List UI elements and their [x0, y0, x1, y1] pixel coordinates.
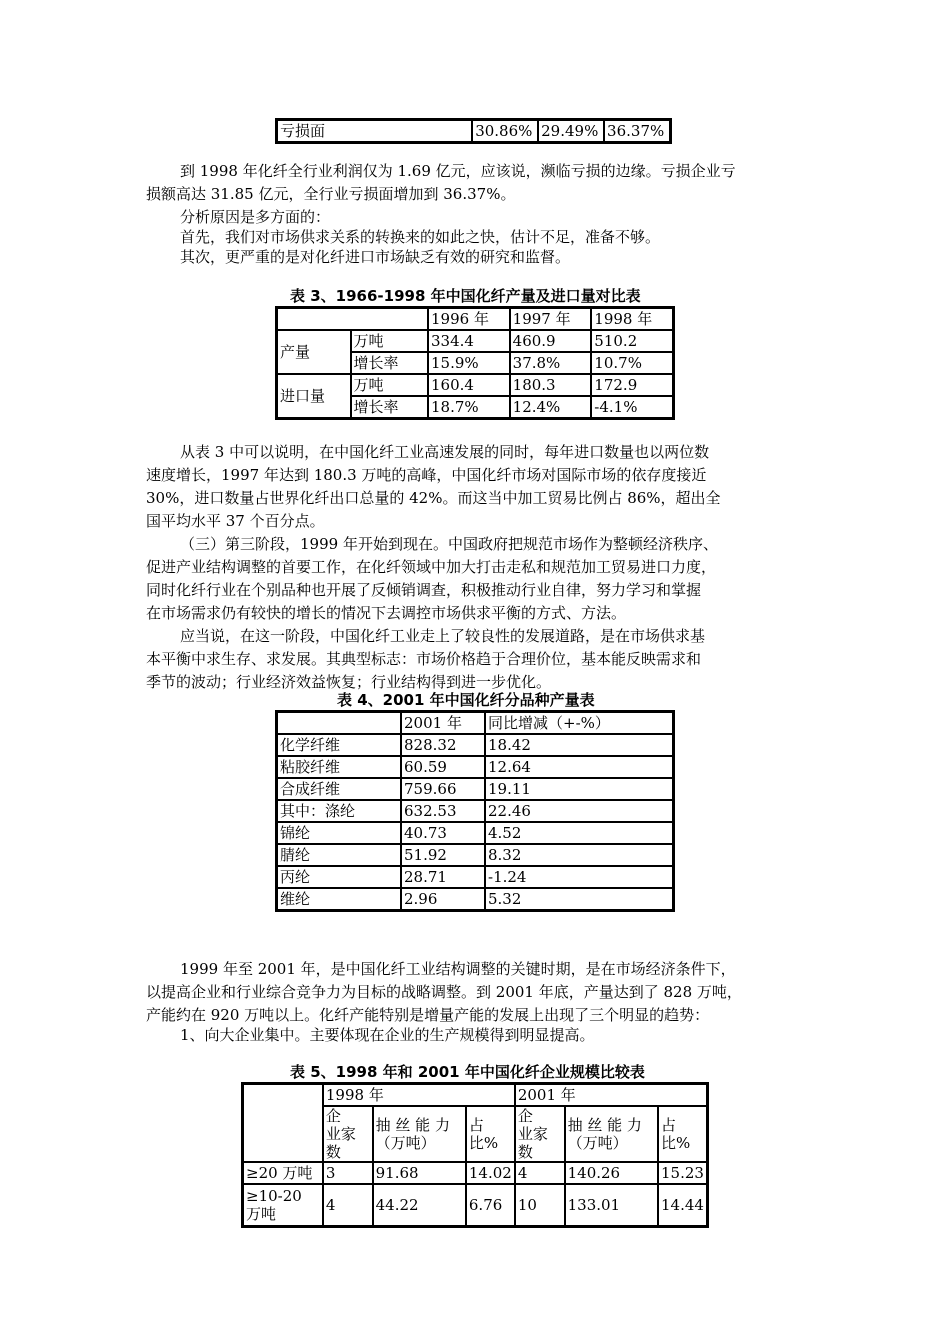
- paragraph-line: 1、向大企业集中。主要体现在企业的生产规模得到明显提高。: [180, 1026, 595, 1044]
- row-label: 腈纶: [277, 844, 401, 866]
- row-label: 其中：涤纶: [277, 800, 401, 822]
- row-label: 合成纤维: [277, 778, 401, 800]
- value-cell: 632.53: [401, 800, 485, 822]
- value-cell: 460.9: [510, 330, 592, 352]
- value-cell: 36.37%: [604, 120, 670, 142]
- value-cell: 140.26: [565, 1162, 658, 1184]
- table-row: [277, 308, 673, 330]
- table-row: [243, 1184, 707, 1226]
- row-label: 亏损面: [277, 120, 472, 142]
- table5-caption: 表 5、1998 年和 2001 年中国化纤企业规模比较表: [290, 1063, 645, 1081]
- value-cell: 10: [515, 1184, 565, 1226]
- empty-cell: [277, 308, 428, 330]
- table4-caption: 表 4、2001 年中国化纤分品种产量表: [337, 691, 595, 709]
- value-cell: 22.46: [485, 800, 673, 822]
- paragraph-line: 同时化纤行业在个别品种也开展了反倾销调查，积极推动行业自律，努力学习和掌握: [146, 581, 702, 599]
- table-row: [277, 800, 673, 822]
- subheader-cell: 企 业家数: [323, 1106, 373, 1162]
- header-cell: 同比增减（+-%）: [485, 712, 673, 734]
- value-cell: 37.8%: [510, 352, 592, 374]
- value-cell: 60.59: [401, 756, 485, 778]
- paragraph-line: 其次，更严重的是对化纤进口市场缺乏有效的研究和监督。: [180, 248, 571, 266]
- table3: [275, 306, 675, 420]
- table-row: [277, 844, 673, 866]
- header-cell: 2001 年: [401, 712, 485, 734]
- value-cell: 334.4: [428, 330, 510, 352]
- paragraph-line: 应当说，在这一阶段，中国化纤工业走上了较良性的发展道路，是在市场供求基: [180, 627, 706, 645]
- subheader-cell: 抽 丝 能 力（万吨）: [565, 1106, 658, 1162]
- value-cell: 28.71: [401, 866, 485, 888]
- value-cell: -4.1%: [591, 396, 673, 418]
- value-cell: -1.24: [485, 866, 673, 888]
- paragraph-line: 损额高达 31.85 亿元，全行业亏损面增加到 36.37%。: [146, 185, 516, 203]
- table4: [275, 710, 675, 912]
- sub-label: 增长率: [351, 396, 428, 418]
- value-cell: 12.4%: [510, 396, 592, 418]
- table-row: [277, 374, 673, 396]
- paragraph-line: 1999 年至 2001 年，是中国化纤工业结构调整的关键时期，是在市场经济条件下，: [180, 960, 736, 978]
- paragraph-line: 季节的波动；行业经济效益恢复；行业结构得到进一步优化。: [146, 673, 552, 691]
- value-cell: 510.2: [591, 330, 673, 352]
- year-header: 1998 年: [591, 308, 673, 330]
- paragraph-line: 速度增长，1997 年达到 180.3 万吨的高峰，中国化纤市场对国际市场的依存度接近: [146, 466, 707, 484]
- paragraph-line: （三）第三阶段，1999 年开始到现在。中国政府把规范市场作为整顿经济秩序、: [180, 535, 718, 553]
- paragraph-line: 国平均水平 37 个百分点。: [146, 512, 325, 530]
- value-cell: 5.32: [485, 888, 673, 910]
- table-row: [277, 756, 673, 778]
- paragraph-line: 首先，我们对市场供求关系的转换来的如此之快，估计不足，准备不够。: [180, 228, 661, 246]
- table-row: [243, 1162, 707, 1184]
- paragraph-line: 本平衡中求生存、求发展。其典型标志：市场价格趋于合理价位，基本能反映需求和: [146, 650, 702, 668]
- table-row: [277, 120, 670, 142]
- paragraph-line: 到 1998 年化纤全行业利润仅为 1.69 亿元，应该说，濒临亏损的边缘。亏损企业亏: [180, 162, 736, 180]
- paragraph-line: 从表 3 中可以说明，在中国化纤工业高速发展的同时，每年进口数量也以两位数: [180, 443, 710, 461]
- table-row: [277, 712, 673, 734]
- paragraph-line: 产能约在 920 万吨以上。化纤产能特别是增量产能的发展上出现了三个明显的趋势：: [146, 1006, 710, 1024]
- subheader-cell: 抽 丝 能 力（万吨）: [373, 1106, 466, 1162]
- value-cell: 828.32: [401, 734, 485, 756]
- value-cell: 4.52: [485, 822, 673, 844]
- value-cell: 40.73: [401, 822, 485, 844]
- value-cell: 91.68: [373, 1162, 466, 1184]
- value-cell: 6.76: [466, 1184, 515, 1226]
- value-cell: 44.22: [373, 1184, 466, 1226]
- row-label: 化学纤维: [277, 734, 401, 756]
- table-row: [277, 734, 673, 756]
- value-cell: 2.96: [401, 888, 485, 910]
- table-row: [277, 888, 673, 910]
- paragraph-line: 分析原因是多方面的：: [180, 208, 331, 226]
- sub-label: 增长率: [351, 352, 428, 374]
- group-label: 产量: [277, 330, 351, 374]
- subheader-cell: 占 比%: [658, 1106, 707, 1162]
- row-label: ≥10-20 万吨: [243, 1184, 323, 1226]
- value-cell: 8.32: [485, 844, 673, 866]
- value-cell: 12.64: [485, 756, 673, 778]
- value-cell: 51.92: [401, 844, 485, 866]
- group-label: 进口量: [277, 374, 351, 418]
- table-row: [277, 778, 673, 800]
- year-header: 2001 年: [515, 1084, 707, 1106]
- value-cell: 30.86%: [472, 120, 538, 142]
- value-cell: 19.11: [485, 778, 673, 800]
- header-cell: [277, 712, 401, 734]
- value-cell: 4: [323, 1184, 373, 1226]
- paragraph-line: 促进产业结构调整的首要工作，在化纤领域中加大打击走私和规范加工贸易进口力度，: [146, 558, 717, 576]
- loss-ratio-table: [275, 118, 672, 144]
- value-cell: 15.23: [658, 1162, 707, 1184]
- row-label: 丙纶: [277, 866, 401, 888]
- value-cell: 4: [515, 1162, 565, 1184]
- value-cell: 172.9: [591, 374, 673, 396]
- row-label: 粘胶纤维: [277, 756, 401, 778]
- table-row: [277, 822, 673, 844]
- value-cell: 133.01: [565, 1184, 658, 1226]
- table5: [241, 1082, 709, 1228]
- paragraph-line: 以提高企业和行业综合竞争力为目标的战略调整。到 2001 年底，产量达到了 828 万吨，: [146, 983, 742, 1001]
- value-cell: 3: [323, 1162, 373, 1184]
- year-header: 1997 年: [510, 308, 592, 330]
- table-row: [243, 1084, 707, 1106]
- sub-label: 万吨: [351, 374, 428, 396]
- table3-caption: 表 3、1966-1998 年中国化纤产量及进口量对比表: [290, 287, 641, 305]
- value-cell: 18.42: [485, 734, 673, 756]
- row-label: 锦纶: [277, 822, 401, 844]
- value-cell: 14.02: [466, 1162, 515, 1184]
- value-cell: 15.9%: [428, 352, 510, 374]
- value-cell: 759.66: [401, 778, 485, 800]
- sub-label: 万吨: [351, 330, 428, 352]
- subheader-cell: 企 业家数: [515, 1106, 565, 1162]
- value-cell: 29.49%: [538, 120, 604, 142]
- table-row: [277, 330, 673, 352]
- row-label: 维纶: [277, 888, 401, 910]
- paragraph-line: 30%，进口数量占世界化纤出口总量的 42%。而这当中加工贸易比例占 86%，超出全: [146, 489, 721, 507]
- value-cell: 18.7%: [428, 396, 510, 418]
- year-header: 1998 年: [323, 1084, 515, 1106]
- value-cell: 10.7%: [591, 352, 673, 374]
- row-label: ≥20 万吨: [243, 1162, 323, 1184]
- year-header: 1996 年: [428, 308, 510, 330]
- value-cell: 160.4: [428, 374, 510, 396]
- value-cell: 180.3: [510, 374, 592, 396]
- subheader-cell: 占 比%: [466, 1106, 515, 1162]
- paragraph-line: 在市场需求仍有较快的增长的情况下去调控市场供求平衡的方式、方法。: [146, 604, 627, 622]
- empty-cell: [243, 1084, 323, 1162]
- value-cell: 14.44: [658, 1184, 707, 1226]
- table-row: [277, 866, 673, 888]
